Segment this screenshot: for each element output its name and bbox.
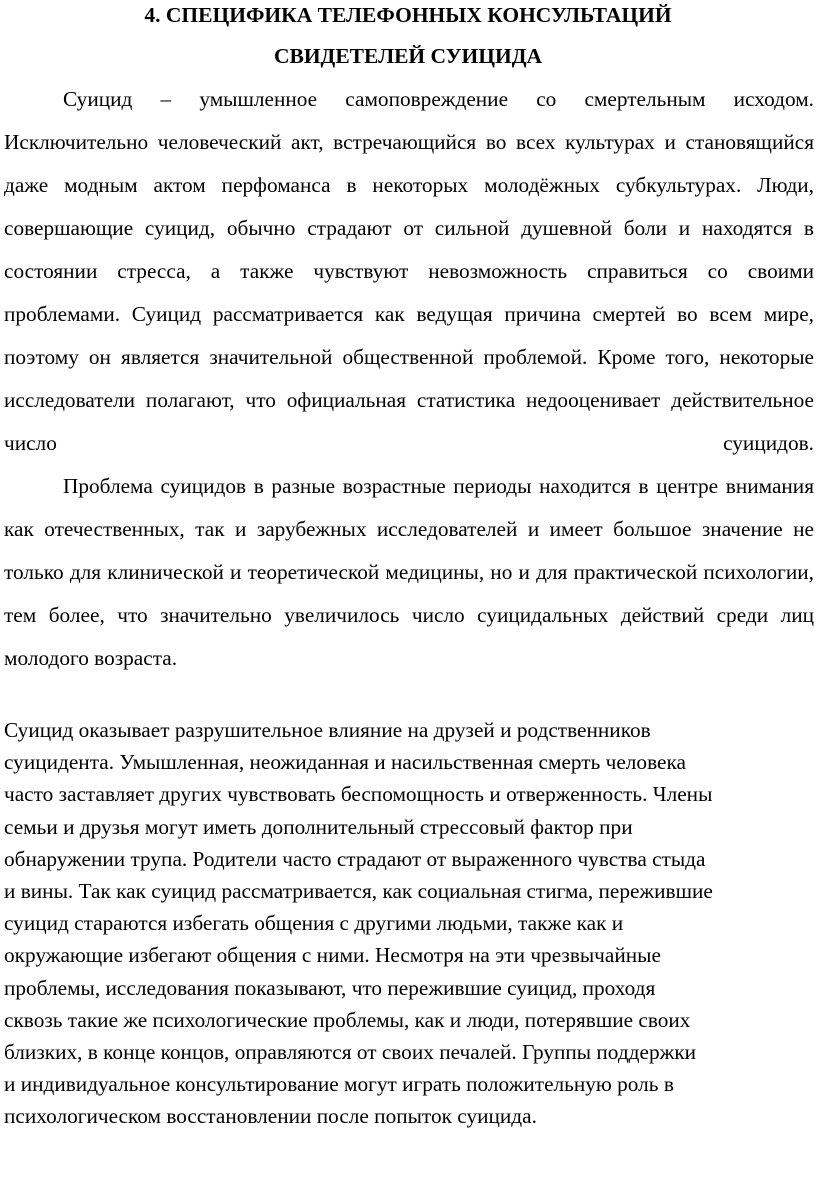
text-line: и индивидуальное консультирование могут играть положительную роль в [4, 1072, 674, 1097]
text-line: близких, в конце концов, оправляются от своих печалей. Группы поддержки [4, 1040, 697, 1065]
body-text-single-spaced [4, 714, 816, 1133]
paragraph-definition: Суицид – умышленное самоповреждение со смертельным исходом. Исключительно человеческий акт, встречающийся во всех культурах и становящийся даже модным актом перфоманса в некоторых молодёжных субкультурах. Люди, совершающие суицид, обычно страдают от сильной душевной боли и находятся в состоянии стресса, а также чувствуют невозможность справиться со своими проблемами. Суицид рассматривается как ведущая причина смертей во всем мире, поэтому он является значительной общественной проблемой. Кроме того, некоторые исследователи полагают, что официальная статистика недооценивает действительное число суицидов. [4, 87, 814, 455]
paragraph-impact-on-survivors [4, 714, 816, 1133]
text-line: окружающие избегают общения с ними. Несмотря на эти чрезвычайные [4, 943, 661, 968]
text-line: суицидента. Умышленная, неожиданная и насильственная смерть человека [4, 750, 686, 775]
text-line: семьи и друзья могут иметь дополнительный стрессовый фактор при [4, 814, 633, 839]
text-line: психологическом восстановлении после попыток суицида. [4, 1104, 537, 1129]
text-line: обнаружении трупа. Родители часто страдают от выраженного чувства стыда [4, 846, 706, 871]
section-title-line-1: 4. СПЕЦИФИКА ТЕЛЕФОННЫХ КОНСУЛЬТАЦИЙ [144, 3, 672, 27]
paragraph-research-problem: Проблема суицидов в разные возрастные периоды находится в центре внимания как отечественных, так и зарубежных исследователей и имеет большое значение не только для клинической и теоретической медицины, но и для практической психологии, тем более, что значительно увеличилось число суицидальных действий среди лиц молодого возраста. [4, 474, 814, 670]
text-line: проблемы, исследования показывают, что пережившие суицид, проходя [4, 975, 656, 1000]
text-line: Суицид оказывает разрушительное влияние на друзей и родственников [4, 718, 651, 742]
body-text-double-spaced [4, 78, 814, 680]
section-title-line-2: СВИДЕТЕЛЕЙ СУИЦИДА [273, 44, 543, 68]
text-line: суицид стараются избегать общения с другими людьми, также как и [4, 911, 624, 936]
text-line: часто заставляет других чувствовать беспомощность и отверженность. Члены [4, 782, 713, 807]
text-line: сквозь такие же психологические проблемы, как и люди, потерявшие своих [4, 1007, 691, 1032]
text-line: и вины. Так как суицид рассматривается, как социальная стигма, пережившие [4, 879, 713, 904]
